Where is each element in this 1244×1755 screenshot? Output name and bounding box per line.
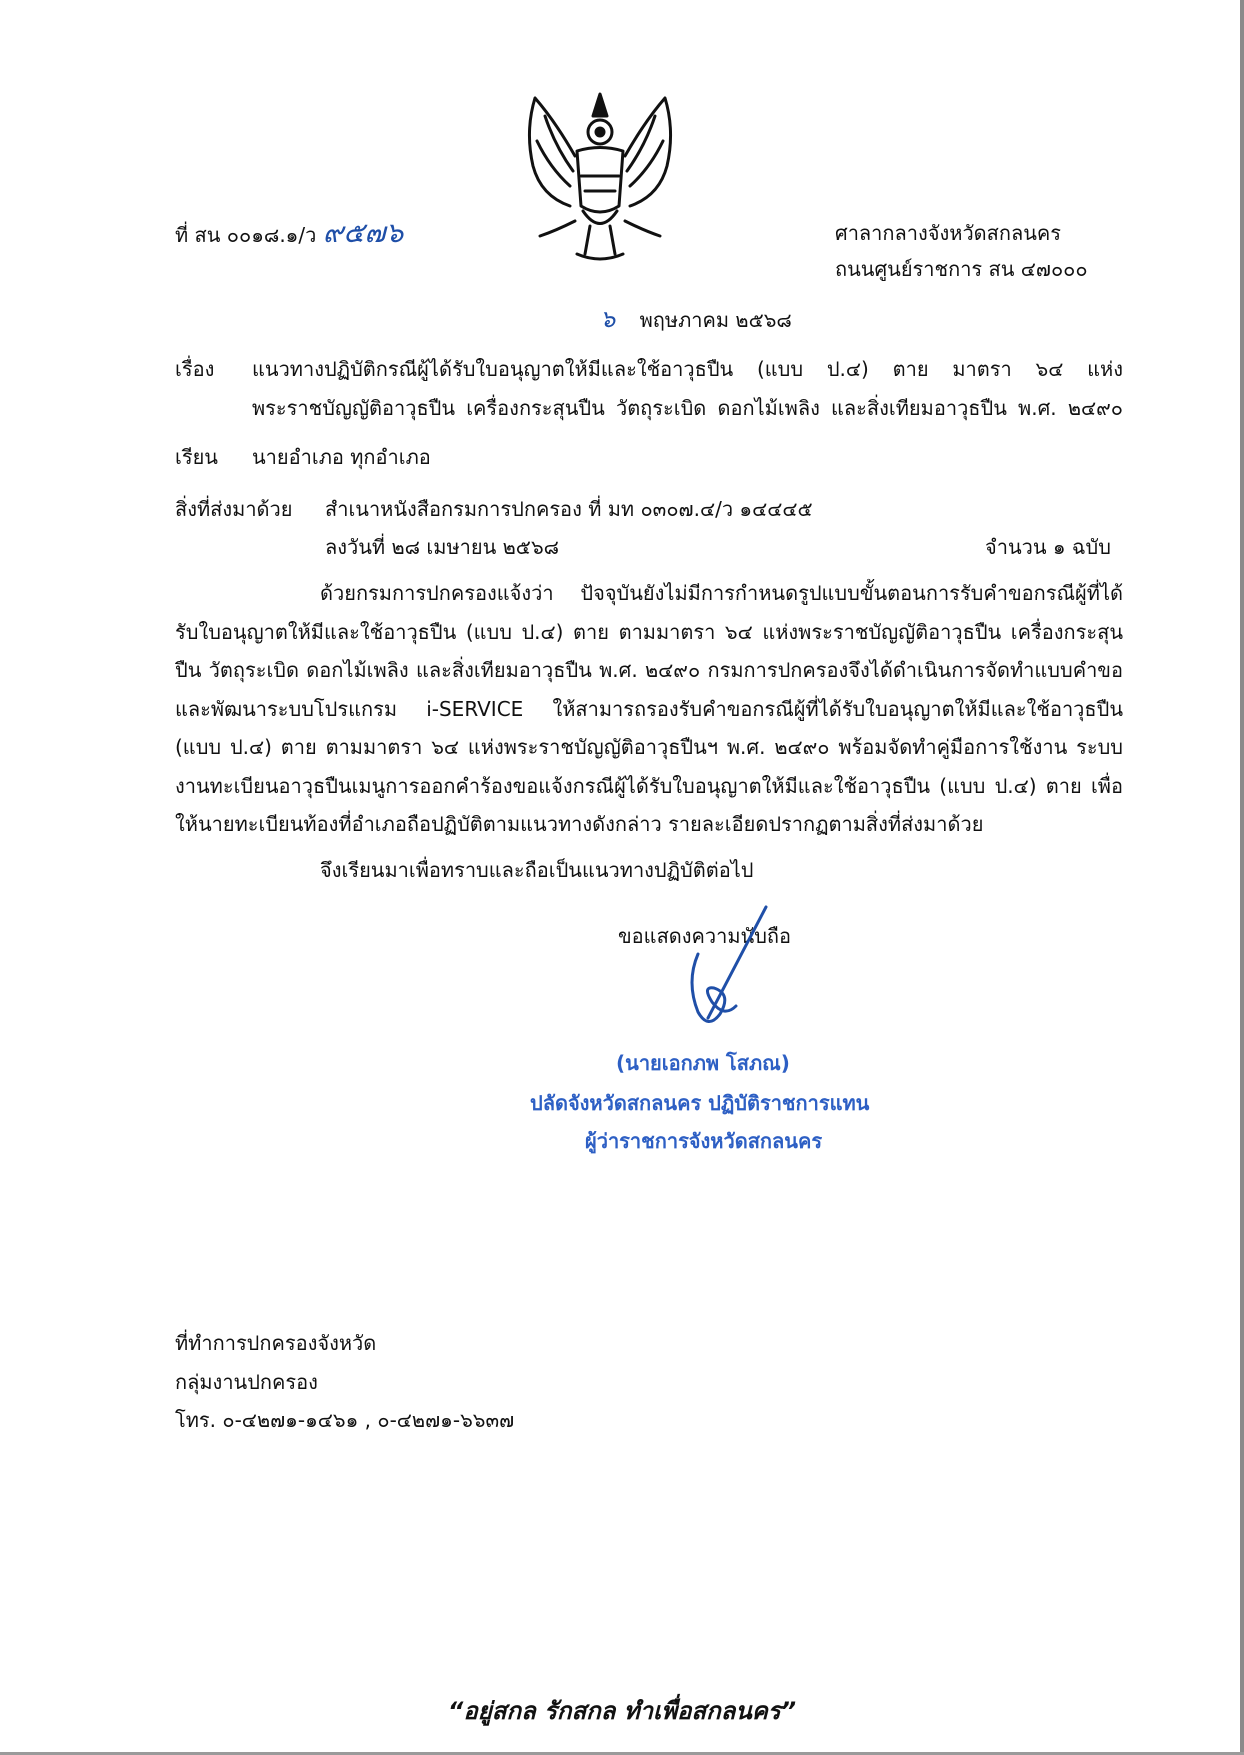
signatory-position-line-2: ผู้ว่าราชการจังหวัดสกลนคร [585,1129,823,1153]
signatory-name: (นายเอกภพ โสภณ) [616,1051,790,1075]
date-month-year: พฤษภาคม ๒๕๖๘ [639,308,792,332]
letter-date [600,304,792,335]
department-line-2: กลุ่มงานปกครอง [175,1370,318,1394]
date-day-handwritten: ๖ [600,305,616,333]
garuda-emblem-icon [515,86,685,266]
enclosure-count: จำนวน ๑ ฉบับ [985,535,1111,559]
closing-salutation: ขอแสดงความนับถือ [618,924,792,948]
subject-label: เรื่อง [175,357,215,381]
subject-line-1: แนวทางปฏิบัติกรณีผู้ได้รับใบอนุญาตให้มีและใช้อาวุธปืน (แบบ ป.๔) ตาย มาตรา ๖๔ แห่ง [252,357,1123,381]
signatory-position-line-1: ปลัดจังหวัดสกลนคร ปฏิบัติราชการแทน [530,1091,870,1115]
office-address-line-2: ถนนศูนย์ราชการ สน ๔๗๐๐๐ [835,257,1088,281]
handwritten-signature [668,902,778,1042]
body-paragraph: ด้วยกรมการปกครองแจ้งว่า ปัจจุบันยังไม่มีการกำหนดรูปแบบขั้นตอนการรับคำขอกรณีผู้ที่ได้รับใบอนุญาตให้มีและใช้อาวุธปืน (แบบ ป.๔) ตาย ตามมาตรา ๖๔ แห่งพระราชบัญญัติอาวุธปืน เครื่องกระสุนปืน วัตถุระเบิด ดอกไม้เพลิง และสิ่งเทียมอาวุธปืน พ.ศ. ๒๔๙๐ กรมการปกครองจึงได้ดำเนินการจัดทำแบบคำขอและพัฒนาระบบโปรแกรม i-SERVICE ให้สามารถรองรับคำขอกรณีผู้ที่ได้รับใบอนุญาตให้มีและใช้อาวุธปืน (แบบ ป.๔) ตาย ตามมาตรา ๖๔ แห่งพระราชบัญญัติอาวุธปืนฯ พ.ศ. ๒๔๙๐ พร้อมจัดทำคู่มือการใช้งาน ระบบงานทะเบียนอาวุธปืนเมนูการออกคำร้องขอแจ้งกรณีผู้ได้รับใบอนุญาตให้มีและใช้อาวุธปืน (แบบ ป.๔) ตาย เพื่อให้นายทะเบียนท้องที่อำเภอถือปฏิบัติตามแนวทางดังกล่าว รายละเอียดปรากฏตามสิ่งที่ส่งมาด้วย [175,581,1123,836]
contact-phone: โทร. ๐-๔๒๗๑-๑๔๖๑ , ๐-๔๒๗๑-๖๖๓๗ [175,1408,515,1432]
office-address-line-1: ศาลากลางจังหวัดสกลนคร [835,221,1062,245]
closing-request: จึงเรียนมาเพื่อทราบและถือเป็นแนวทางปฏิบัติต่อไป [320,858,754,882]
enclosure-line-2: ลงวันที่ ๒๘ เมษายน ๒๕๖๘ [325,535,560,559]
recipient-label: เรียน [175,445,218,469]
department-line-1: ที่ทำการปกครองจังหวัด [175,1331,377,1355]
enclosure-label: สิ่งที่ส่งมาด้วย [175,497,293,521]
province-motto: “อยู่สกล รักสกล ทำเพื่อสกลนคร” [447,1697,797,1725]
reference-number [175,218,403,250]
reference-prefix: ที่ สน ๐๐๑๘.๑/ว [175,223,317,247]
scan-edge-right [1240,0,1244,1755]
recipient-value: นายอำเภอ ทุกอำเภอ [252,445,431,469]
subject-line-2: พระราชบัญญัติอาวุธปืน เครื่องกระสุนปืน วัตถุระเบิด ดอกไม้เพลิง และสิ่งเทียมอาวุธปืน พ.ศ. ๒๔๙๐ [252,396,1123,420]
reference-handwritten: ๙๕๗๖ [322,216,404,249]
enclosure-line-1: สำเนาหนังสือกรมการปกครอง ที่ มท ๐๓๐๗.๔/ว ๑๔๔๔๕ [325,497,813,521]
